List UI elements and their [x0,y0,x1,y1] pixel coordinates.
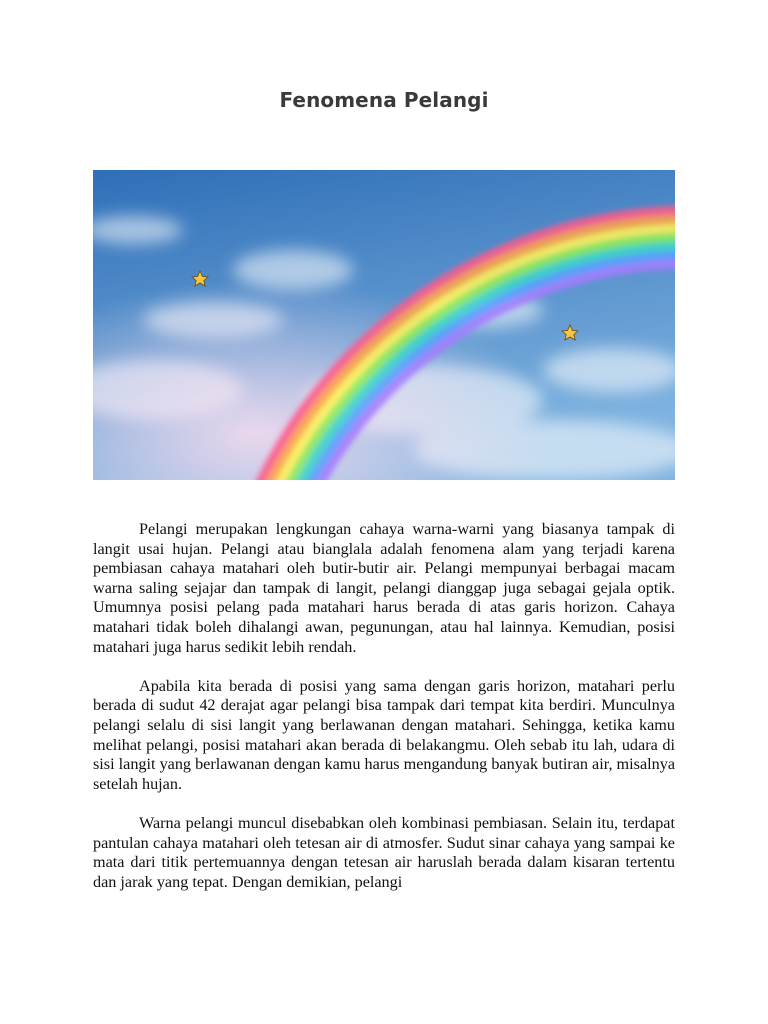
paragraph: Pelangi merupakan lengkungan cahaya warna-warni yang biasanya tampak di langit usai hujan. Pelangi atau bianglala adalah fenomena alam yang terjadi karena pembiasan cahaya matahari oleh butir-butir air. Pelangi mempunyai berbagai macam warna saling sejajar dan tampak di langit, pelangi dianggap juga sebagai gejala optik. Umumnya posisi pelang pada matahari harus berada di atas garis horizon. Cahaya matahari tidak boleh dihalangi awan, pegunungan, atau hal lainnya. Kemudian, posisi matahari juga harus sedikit lebih rendah. [93,520,675,656]
page-title: Fenomena Pelangi [279,88,489,112]
article-body [93,520,675,912]
paragraph: Apabila kita berada di posisi yang sama dengan garis horizon, matahari perlu berada di sudut 42 derajat agar pelangi bisa tampak dari tempat kita berdiri. Munculnya pelangi selalu di sisi langit yang berlawanan dengan matahari. Sehingga, ketika kamu melihat pelangi, posisi matahari akan berada di belakangmu. Oleh sebab itu lah, udara di sisi langit yang berlawanan dengan kamu harus mengandung banyak butiran air, misalnya setelah hujan. [93,676,675,793]
rainbow-photo [93,170,675,480]
paragraph: Warna pelangi muncul disebabkan oleh kombinasi pembiasan. Selain itu, terdapat pantulan cahaya matahari oleh tetesan air di atmosfer. Sudut sinar cahaya yang sampai ke mata dari titik pertemuannya dengan tetesan air haruslah berada dalam kisaran tertentu dan jarak yang tepat. Dengan demikian, pelangi [93,813,675,891]
